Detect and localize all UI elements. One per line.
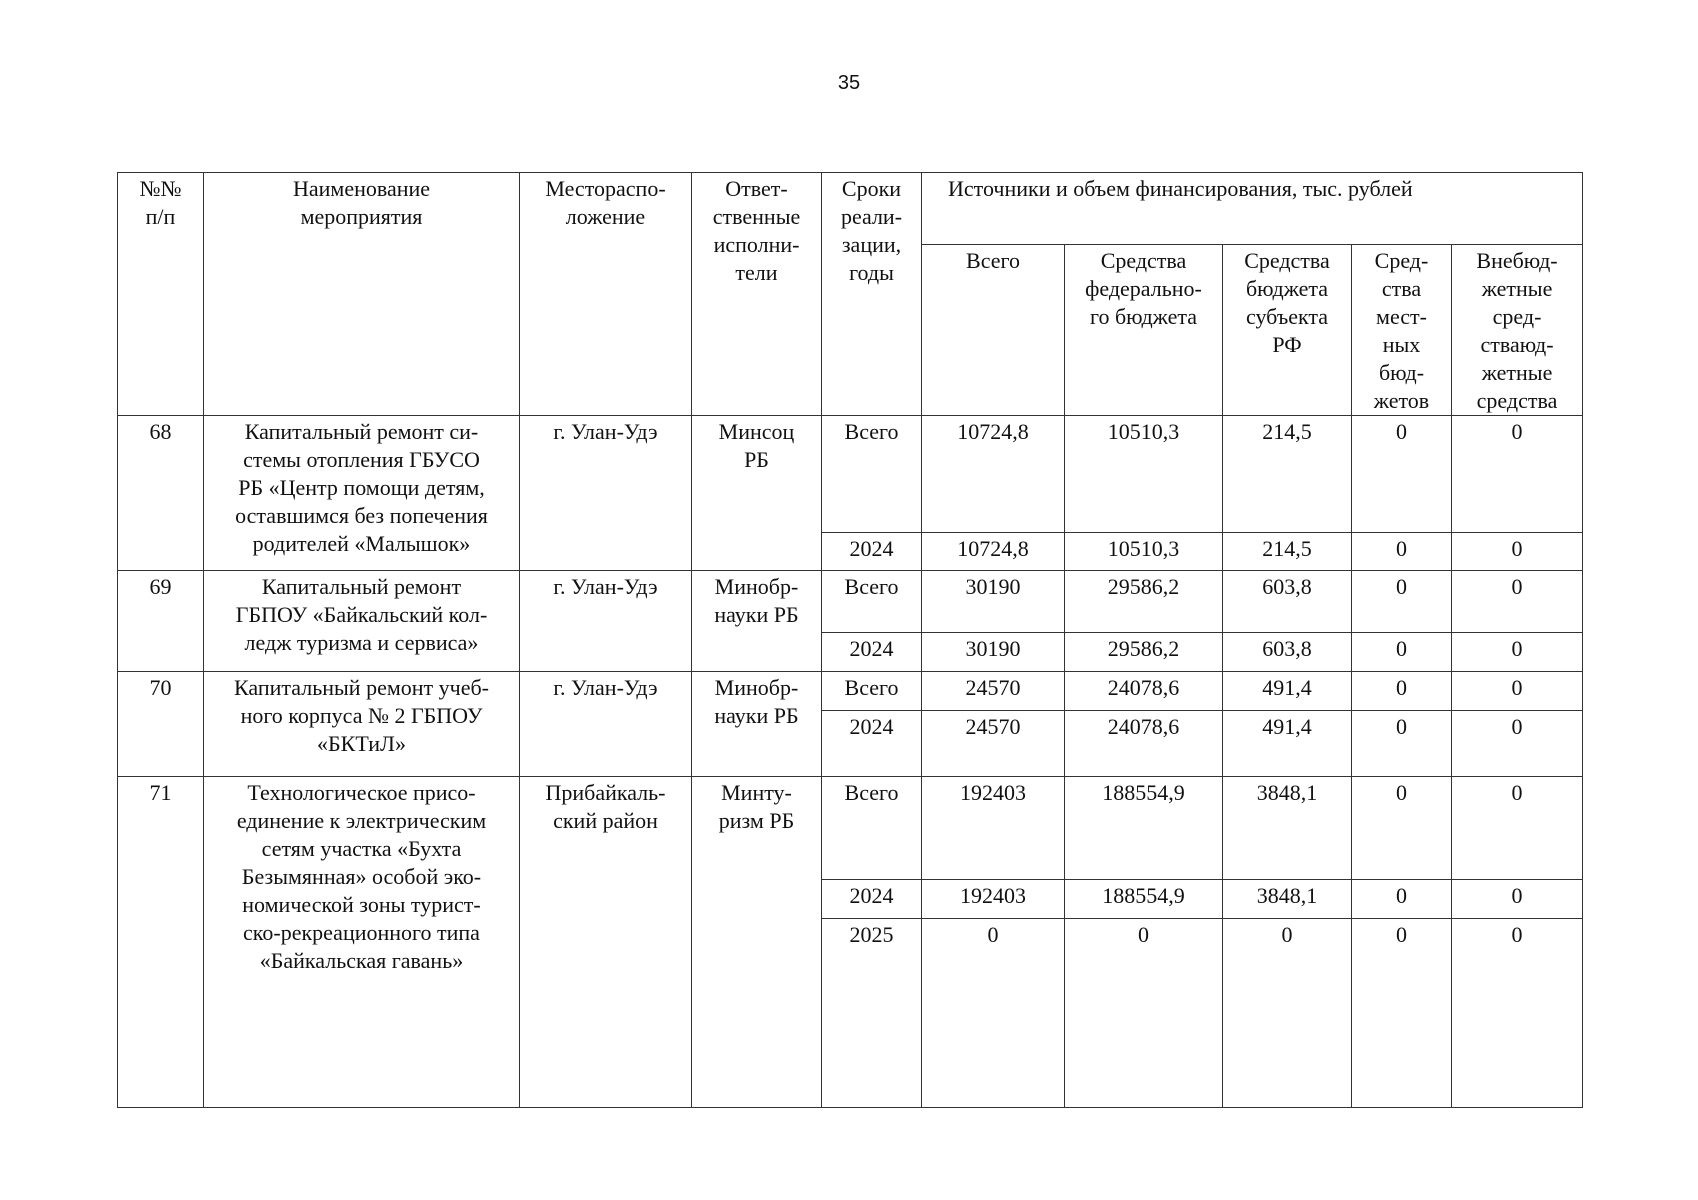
row-total: 10724,8 <box>922 533 1065 571</box>
header-num: №№ п/п <box>118 173 204 416</box>
row-location: г. Улан-Удэ <box>520 571 692 672</box>
row-name: Капитальный ремонт ГБПОУ «Байкальский кол- ледж туризма и сервиса» <box>204 571 520 672</box>
table-header-row <box>118 173 1583 245</box>
row-subject: 603,8 <box>1223 633 1352 672</box>
row-name: Капитальный ремонт учеб- ного корпуса № 2 ГБПОУ «БКТиЛ» <box>204 672 520 777</box>
row-total: 24570 <box>922 711 1065 777</box>
row-federal: 29586,2 <box>1065 571 1223 633</box>
row-responsible: Минобр- науки РБ <box>692 571 822 672</box>
row-federal: 188554,9 <box>1065 880 1223 919</box>
row-extra: 0 <box>1452 919 1583 1108</box>
row-location: г. Улан-Удэ <box>520 416 692 571</box>
row-subject: 214,5 <box>1223 533 1352 571</box>
header-name: Наименование мероприятия <box>204 173 520 416</box>
row-subject: 0 <box>1223 919 1352 1108</box>
row-extra: 0 <box>1452 711 1583 777</box>
header-subject: Средства бюджета субъекта РФ <box>1223 245 1352 416</box>
row-term: Всего <box>822 672 922 711</box>
row-local: 0 <box>1352 777 1452 880</box>
row-subject: 3848,1 <box>1223 880 1352 919</box>
row-extra: 0 <box>1452 416 1583 533</box>
row-total: 192403 <box>922 880 1065 919</box>
row-total: 30190 <box>922 633 1065 672</box>
row-subject: 603,8 <box>1223 571 1352 633</box>
table-row <box>118 571 1583 633</box>
row-name: Технологическое присо- единение к электрическим сетям участка «Бухта Безымянная» особой эко- номической зоны турист- ско-рекреационного типа «Байкальская гавань» <box>204 777 520 1108</box>
row-subject: 491,4 <box>1223 711 1352 777</box>
header-total: Всего <box>922 245 1065 416</box>
row-location: Прибайкаль- ский район <box>520 777 692 1108</box>
row-total: 30190 <box>922 571 1065 633</box>
row-name: Капитальный ремонт си- стемы отопления ГБУСО РБ «Центр помощи детям, оставшимся без попечения родителей «Малышок» <box>204 416 520 571</box>
row-num: 70 <box>118 672 204 777</box>
row-num: 71 <box>118 777 204 1108</box>
row-extra: 0 <box>1452 533 1583 571</box>
row-extra: 0 <box>1452 777 1583 880</box>
row-term: Всего <box>822 571 922 633</box>
row-federal: 188554,9 <box>1065 777 1223 880</box>
row-total: 192403 <box>922 777 1065 880</box>
row-term: 2024 <box>822 880 922 919</box>
row-term: 2024 <box>822 711 922 777</box>
row-extra: 0 <box>1452 880 1583 919</box>
row-federal: 24078,6 <box>1065 711 1223 777</box>
table-row <box>118 777 1583 880</box>
header-local: Сред- ства мест- ных бюд- жетов <box>1352 245 1452 416</box>
row-subject: 3848,1 <box>1223 777 1352 880</box>
row-federal: 10510,3 <box>1065 416 1223 533</box>
row-extra: 0 <box>1452 672 1583 711</box>
row-federal: 0 <box>1065 919 1223 1108</box>
row-local: 0 <box>1352 880 1452 919</box>
row-total: 0 <box>922 919 1065 1108</box>
row-local: 0 <box>1352 711 1452 777</box>
header-extra: Внебюд- жетные сред- стваюд- жетные средства <box>1452 245 1583 416</box>
row-federal: 24078,6 <box>1065 672 1223 711</box>
row-total: 24570 <box>922 672 1065 711</box>
row-responsible: Минту- ризм РБ <box>692 777 822 1108</box>
table-row <box>118 672 1583 711</box>
row-local: 0 <box>1352 416 1452 533</box>
row-responsible: Минобр- науки РБ <box>692 672 822 777</box>
row-term: Всего <box>822 777 922 880</box>
row-num: 68 <box>118 416 204 571</box>
row-total: 10724,8 <box>922 416 1065 533</box>
row-local: 0 <box>1352 672 1452 711</box>
header-responsible: Ответ- ственные исполни- тели <box>692 173 822 416</box>
row-extra: 0 <box>1452 571 1583 633</box>
row-federal: 10510,3 <box>1065 533 1223 571</box>
row-subject: 214,5 <box>1223 416 1352 533</box>
row-term: 2024 <box>822 533 922 571</box>
row-local: 0 <box>1352 533 1452 571</box>
row-term: 2025 <box>822 919 922 1108</box>
row-term: Всего <box>822 416 922 533</box>
header-terms: Сроки реали- зации, годы <box>822 173 922 416</box>
row-local: 0 <box>1352 919 1452 1108</box>
header-sources: Источники и объем финансирования, тыс. рублей <box>922 173 1583 245</box>
financing-table <box>117 172 1583 1108</box>
row-local: 0 <box>1352 571 1452 633</box>
row-location: г. Улан-Удэ <box>520 672 692 777</box>
table-row <box>118 416 1583 533</box>
page-number: 35 <box>837 72 861 94</box>
row-responsible: Минсоц РБ <box>692 416 822 571</box>
row-term: 2024 <box>822 633 922 672</box>
header-location: Местораспо- ложение <box>520 173 692 416</box>
row-local: 0 <box>1352 633 1452 672</box>
row-extra: 0 <box>1452 633 1583 672</box>
row-federal: 29586,2 <box>1065 633 1223 672</box>
row-num: 69 <box>118 571 204 672</box>
header-federal: Средства федерально- го бюджета <box>1065 245 1223 416</box>
row-subject: 491,4 <box>1223 672 1352 711</box>
